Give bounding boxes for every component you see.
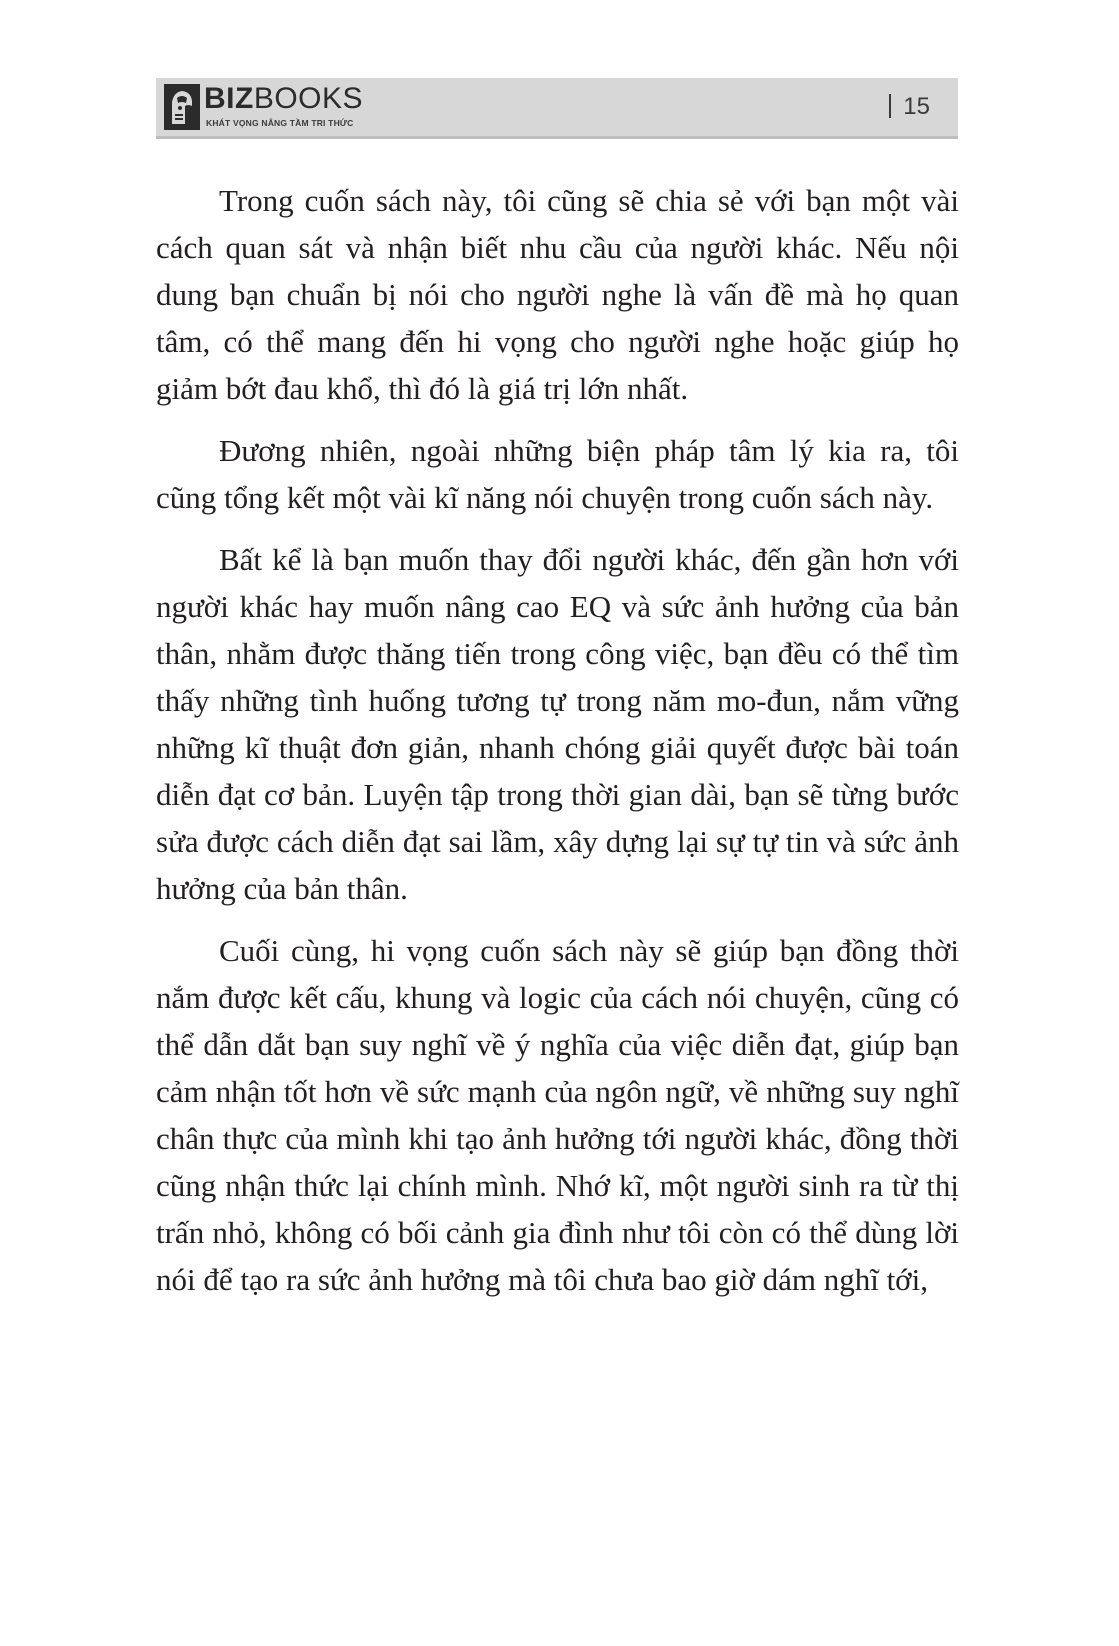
paragraph: Đương nhiên, ngoài những biện pháp tâm lý kia ra, tôi cũng tổng kết một vài kĩ năng nói chuyện trong cuốn sách này. [156, 433, 959, 515]
brand-tagline: KHÁT VỌNG NÂNG TẦM TRI THỨC [206, 118, 354, 128]
page-number [889, 93, 930, 121]
paragraph: Trong cuốn sách này, tôi cũng sẽ chia sẻ với bạn một vài cách quan sát và nhận biết nhu cầu của người khác. Nếu nội dung bạn chuẩn bị nói cho người nghe là vấn đề mà họ quan tâm, có thể mang đến hi vọng cho người nghe hoặc giúp họ giảm bớt đau khổ, thì đó là giá trị lớn nhất. [156, 183, 959, 406]
brand-name-bold: BIZ [204, 82, 254, 115]
page-number-value: 15 [903, 93, 930, 120]
brand-name [204, 82, 363, 116]
paragraph: Cuối cùng, hi vọng cuốn sách này sẽ giúp bạn đồng thời nắm được kết cấu, khung và logic của cách nói chuyện, cũng có thể dẫn dắt bạn suy nghĩ về ý nghĩa của việc diễn đạt, giúp bạn cảm nhận tốt hơn về sức mạnh của ngôn ngữ, về những suy nghĩ chân thực của mình khi tạo ảnh hưởng tới người khác, đồng thời cũng nhận thức lại chính mình. Nhớ kĩ, một người sinh ra từ thị trấn nhỏ, không có bối cảnh gia đình như tôi còn có thể dùng lời nói để tạo ra sức ảnh hưởng mà tôi chưa bao giờ dám nghĩ tới, [156, 933, 959, 1297]
page-body [156, 177, 959, 1318]
paragraph: Bất kể là bạn muốn thay đổi người khác, đến gần hơn với người khác hay muốn nâng cao EQ và sức ảnh hưởng của bản thân, nhằm được thăng tiến trong công việc, bạn đều có thể tìm thấy những tình huống tương tự trong năm mo-đun, nắm vững những kĩ thuật đơn giản, nhanh chóng giải quyết được bài toán diễn đạt cơ bản. Luyện tập trong thời gian dài, bạn sẽ từng bước sửa được cách diễn đạt sai lầm, xây dựng lại sự tự tin và sức ảnh hưởng của bản thân. [156, 542, 959, 906]
brand-name-light: BOOKS [253, 82, 364, 115]
page-header [156, 78, 958, 139]
bizbooks-logo-icon [164, 84, 200, 130]
page-number-divider [889, 94, 891, 118]
